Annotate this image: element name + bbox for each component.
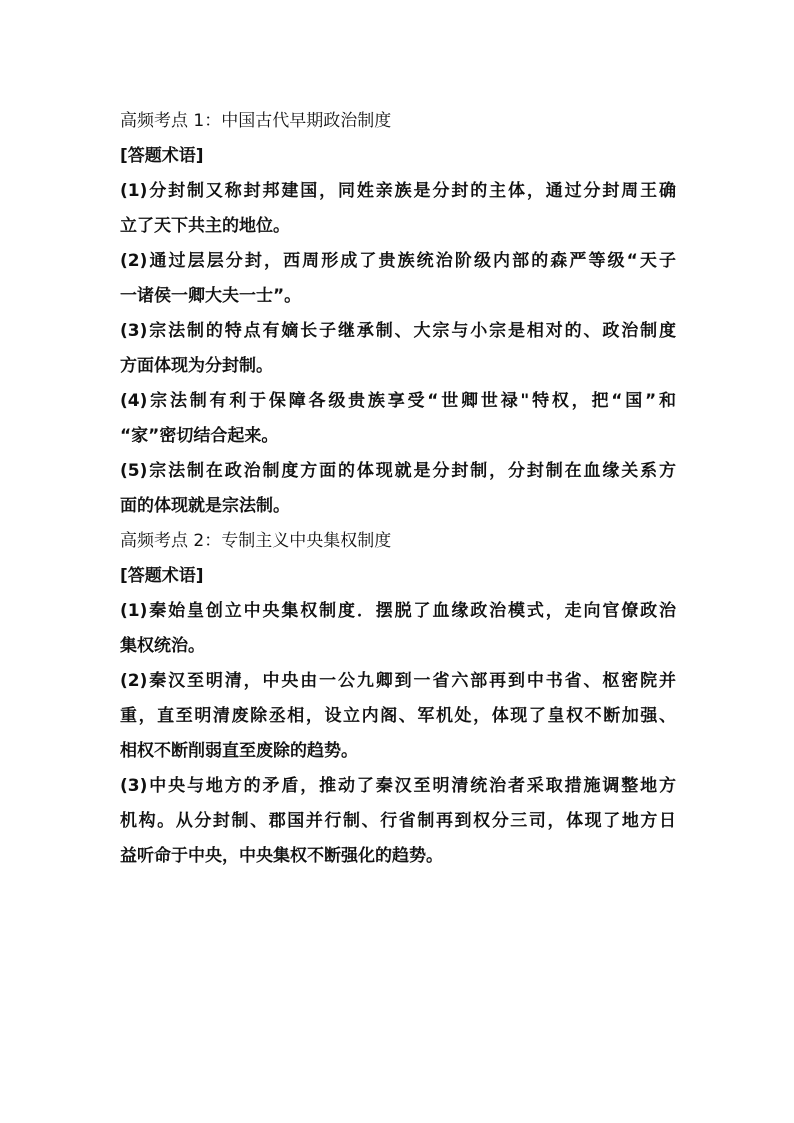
point-line: (1)秦始皇创立中央集权制度．摆脱了血缘政治模式，走向官僚政治 [120, 601, 676, 621]
section-title: 高频考点 1：中国古代早期政治制度 [120, 111, 392, 131]
point-line: (3)宗法制的特点有嫡长子继承制、大宗与小宗是相对的、政治制度 [120, 321, 676, 341]
section-title: 高频考点 2：专制主义中央集权制度 [120, 531, 392, 551]
point-line: 重，直至明清废除丞相，设立内阁、军机处，体现了皇权不断加强、 [120, 706, 676, 726]
point-item [120, 244, 676, 314]
point-line: 相权不断削弱直至废除的趋势。 [120, 741, 358, 761]
point-line: (2)秦汉至明清，中央由一公九卿到一省六部再到中书省、枢密院并 [120, 671, 676, 691]
point-line: 立了天下共主的地位。 [120, 216, 290, 236]
point-item [120, 664, 676, 769]
point-line: (2)通过层层分封，西周形成了贵族统治阶级内部的森严等级“天子 [120, 251, 676, 271]
point-line: “家”密切结合起来。 [120, 426, 279, 446]
point-line: 益听命于中央，中央集权不断强化的趋势。 [120, 846, 443, 866]
point-line: (4)宗法制有利于保障各级贵族享受“世卿世禄"特权，把“国”和 [120, 391, 676, 411]
point-item [120, 769, 676, 874]
point-line: 机构。从分封制、郡国并行制、行省制再到权分三司，体现了地方日 [120, 811, 676, 831]
point-item [120, 594, 676, 664]
point-line: (5)宗法制在政治制度方面的体现就是分封制，分封制在血缘关系方 [120, 461, 676, 481]
point-line: 方面体现为分封制。 [120, 356, 273, 376]
point-item [120, 384, 676, 454]
point-line: (1)分封制又称封邦建国，同姓亲族是分封的主体，通过分封周王确 [120, 181, 676, 201]
point-line: (3)中央与地方的矛盾，推动了秦汉至明清统治者采取措施调整地方 [120, 776, 676, 796]
point-item [120, 314, 676, 384]
point-line: 集权统治。 [120, 636, 205, 656]
point-item [120, 174, 676, 244]
point-item [120, 454, 676, 524]
section-subtitle: [答题术语] [120, 146, 204, 166]
section-subtitle: [答题术语] [120, 566, 204, 586]
point-line: 面的体现就是宗法制。 [120, 496, 290, 516]
point-line: 一诸侯一卿大夫一士”。 [120, 286, 302, 306]
document-content [120, 104, 676, 874]
